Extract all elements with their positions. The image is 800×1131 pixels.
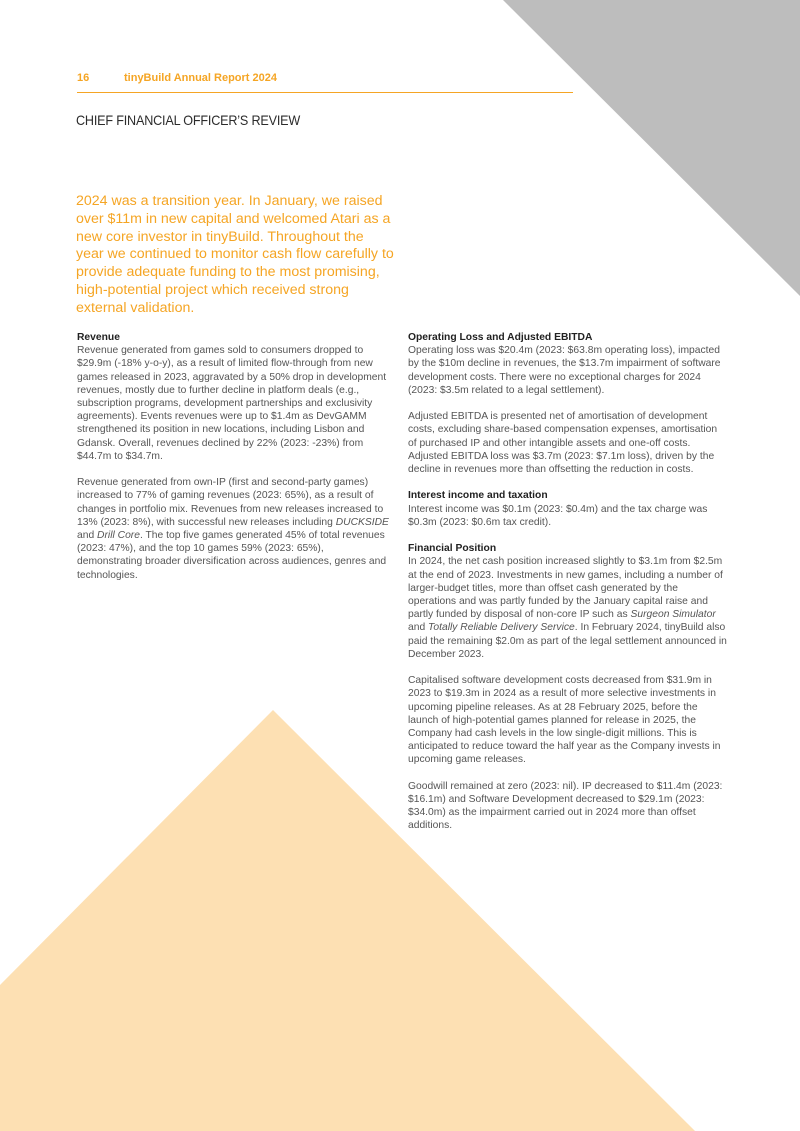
operating-paragraph-2: Adjusted EBITDA is presented net of amortisation of development costs, excluding share-based compensation expenses, amortisation of purchased IP and other intangible assets and one-off costs. Adjusted EBITDA loss was $3.7m (2023: $7.1m loss), driven by the decline in revenues more than offsetting the reduction in costs. [408, 411, 718, 476]
interest-paragraph: Interest income was $0.1m (2023: $0.4m) and the tax charge was $0.3m (2023: $0.6m tax credit). [408, 503, 708, 528]
header-divider [77, 92, 573, 93]
financial-paragraph-2: Capitalised software development costs decreased from $31.9m in 2023 to $19.3m in 2024 as a result of more selective investments in upcoming pipeline releases. As at 28 February 2025, before the launch of high-potential games planned for release in 2025, the Company had cash levels in the low single-digit millions. This is anticipated to reduce toward the half year as the Company invests in upcoming game releases. [408, 675, 721, 766]
financial-heading: Financial Position [408, 543, 497, 555]
operating-paragraph-1: Operating loss was $20.4m (2023: $63.8m operating loss), impacted by the $10m decline in revenues, the $13.7m impairment of software development costs. There were no exceptional charges for 2024 (2023: $3.5m related to a legal settlement). [408, 345, 721, 396]
financial-paragraph-3: Goodwill remained at zero (2023: nil). IP decreased to $11.4m (2023: $16.1m) and Software Development decreased to $29.1m (2023: $34.0m) as the impairment carried out in 2024 more than offset additions. [408, 780, 723, 832]
operating-heading: Operating Loss and Adjusted EBITDA [408, 332, 593, 343]
revenue-heading: Revenue [77, 332, 120, 343]
text: and [77, 530, 98, 542]
page-title: CHIEF FINANCIAL OFFICER’S REVIEW [76, 112, 301, 128]
text: . The top five games generated 45% of total revenues (2023: 47%), and the top 10 games 59% (2023: 65%), demonstrating broader diversification across audiences, genres and technologies. [77, 530, 387, 581]
financial-section [408, 542, 728, 832]
game-title: Drill Core [97, 530, 140, 542]
text: and [408, 622, 429, 634]
game-title: Totally Reliable Delivery Service [428, 622, 575, 634]
text: In 2024, the net cash position increased slightly to $3.1m from $2.5m at the end of 2023. Investments in new games, including a number of larger-budget titles, more than offset cash generated by the operations and was partly funded by the January capital raise and partly funded by disposal of non-core IP such as [408, 556, 723, 621]
operating-section [408, 331, 728, 476]
text: . In February 2024, tinyBuild also paid the remaining $2.0m as part of the legal settlement announced in December 2023. [408, 622, 727, 660]
left-column [77, 331, 389, 595]
text: Revenue generated from own-IP (first and second-party games) increased to 77% of gaming revenues (2023: 65%), as a result of changes in portfolio mix. Revenues from new releases increased to 13% (2023: 8%), with successful new releases including [77, 477, 384, 528]
interest-heading: Interest income and taxation [408, 490, 548, 502]
interest-section [408, 489, 728, 529]
intro-quote: 2024 was a transition year. In January, we raised over $11m in new capital and welcomed Atari as a new core investor in tinyBuild. Throughout the year we continued to monitor cash flow carefully to provide adequate funding to the most promising, high-potential project which received strong external validation. [76, 193, 394, 316]
report-title: tinyBuild Annual Report 2024 [124, 72, 278, 84]
revenue-section [77, 331, 389, 582]
page-header [77, 72, 278, 84]
financial-paragraph-1 [408, 555, 728, 661]
game-title: DUCKSIDE [335, 516, 389, 528]
gray-corner-triangle [503, 0, 800, 296]
revenue-paragraph-1: Revenue generated from games sold to consumers dropped to $29.9m (-18% y-o-y), as a result of limited flow-through from new games released in 2023, aggravated by a 50% drop in development revenues, mostly due to further decline in platform deals (e.g., subscription programs, development partnerships and exclusivity agreements). Events revenues were up to $1.4m as DevGAMM strengthened its position in new locations, including Lisbon and Gdansk. Overall, revenues declined by 22% (2023: -23%) from $44.7m to $34.7m. [77, 345, 387, 462]
right-column [408, 331, 728, 846]
page-number: 16 [77, 72, 90, 84]
game-title: Surgeon Simulator [630, 609, 716, 621]
revenue-paragraph-2 [77, 476, 389, 582]
